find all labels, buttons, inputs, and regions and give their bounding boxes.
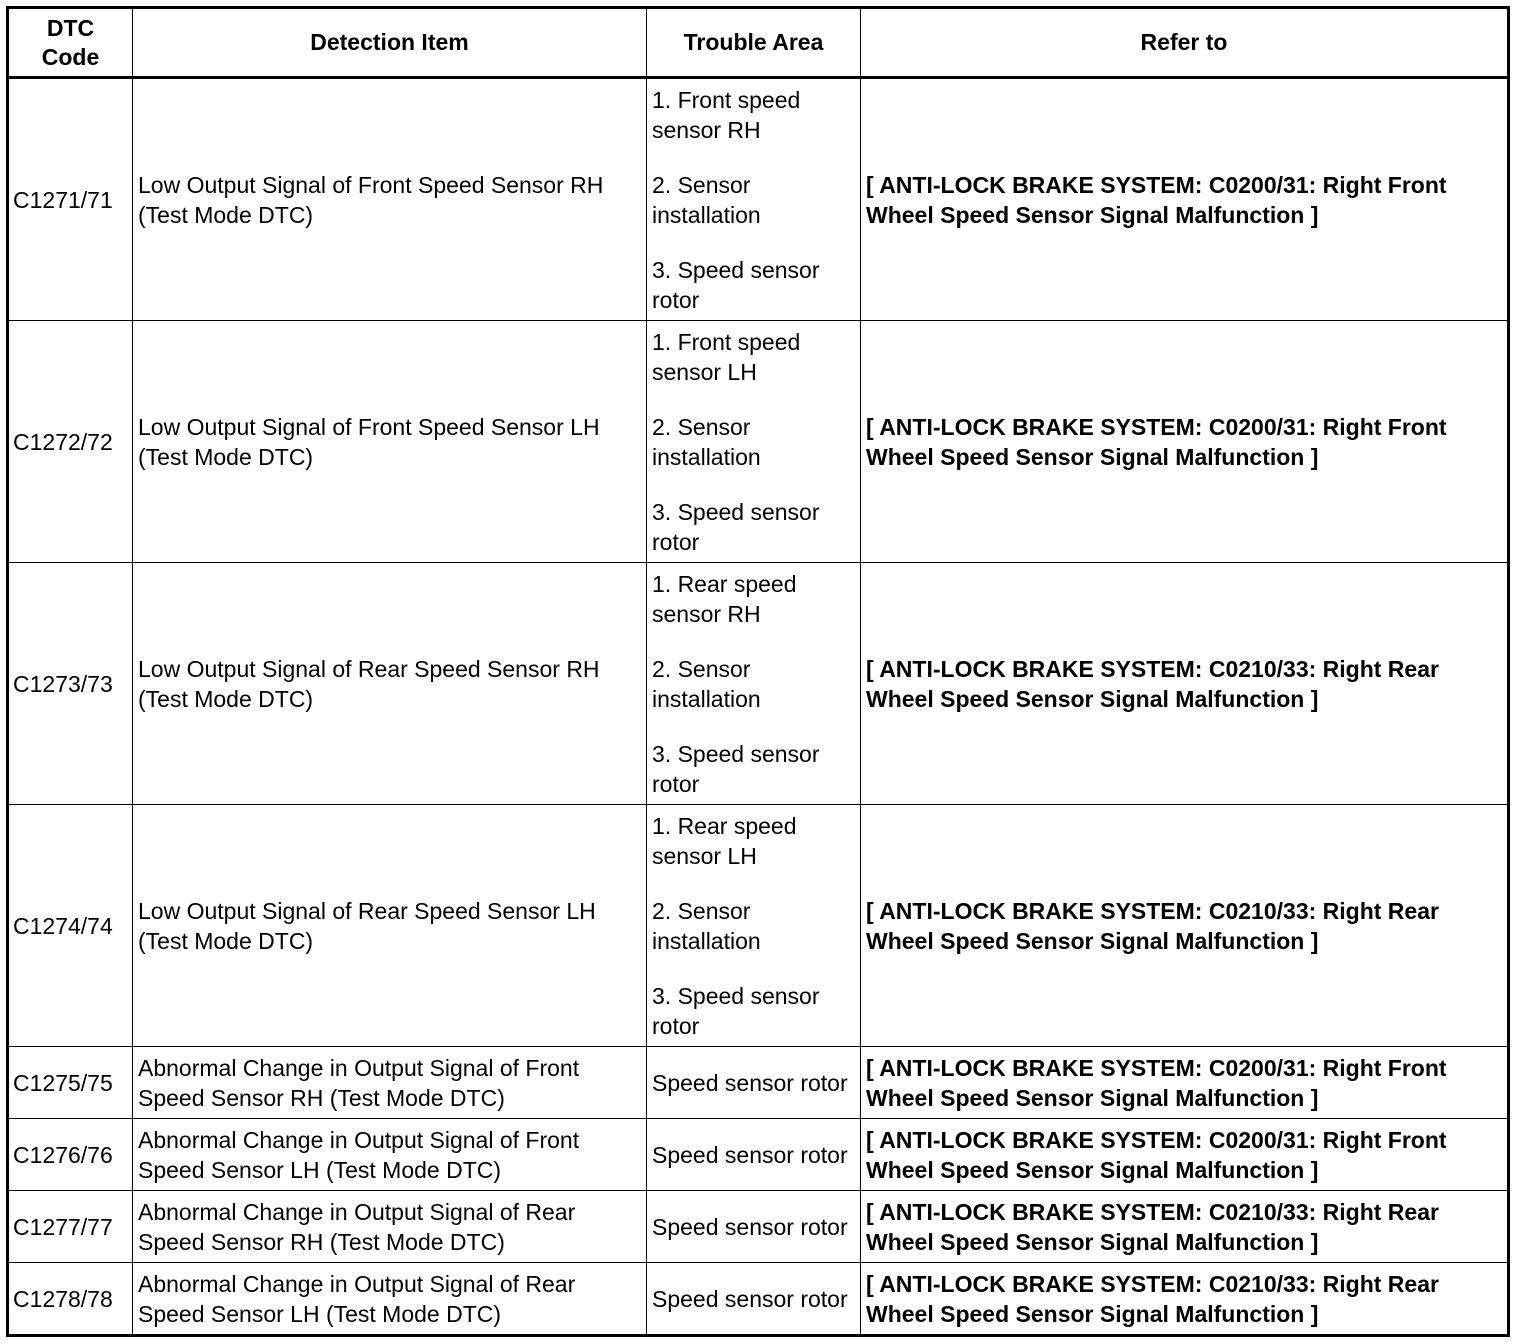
- detection-item-cell: Abnormal Change in Output Signal of Front Speed Sensor RH (Test Mode DTC): [133, 1047, 647, 1119]
- header-detection-item: Detection Item: [133, 8, 647, 78]
- dtc-code-cell: C1275/75: [8, 1047, 133, 1119]
- trouble-area-item: Speed sensor rotor: [652, 1069, 848, 1096]
- trouble-area-item: Speed sensor rotor: [652, 1285, 848, 1312]
- detection-item-cell: Abnormal Change in Output Signal of Front Speed Sensor LH (Test Mode DTC): [133, 1119, 647, 1191]
- detection-item-cell: Low Output Signal of Front Speed Sensor LH (Test Mode DTC): [133, 321, 647, 563]
- trouble-area-cell: [647, 1119, 861, 1191]
- header-refer-to: Refer to: [861, 8, 1509, 78]
- trouble-area-item: Speed sensor rotor: [652, 1141, 848, 1168]
- dtc-code-cell: C1274/74: [8, 805, 133, 1047]
- trouble-area-cell: [647, 1263, 861, 1336]
- table-row: [8, 1263, 1509, 1336]
- detection-item-cell: Abnormal Change in Output Signal of Rear Speed Sensor LH (Test Mode DTC): [133, 1263, 647, 1336]
- trouble-area-gap: [652, 387, 855, 412]
- trouble-area-cell: [647, 1047, 861, 1119]
- trouble-area-item: 3. Speed sensor rotor: [652, 498, 820, 555]
- table-row: [8, 1119, 1509, 1191]
- table-row: [8, 78, 1509, 321]
- trouble-area-item: 1. Rear speed sensor LH: [652, 812, 797, 869]
- header-trouble-area: Trouble Area: [647, 8, 861, 78]
- dtc-code-cell: C1277/77: [8, 1191, 133, 1263]
- trouble-area-cell: [647, 78, 861, 321]
- trouble-area-item: 3. Speed sensor rotor: [652, 256, 820, 313]
- dtc-table: [6, 6, 1510, 1337]
- trouble-area-gap: [652, 472, 855, 497]
- trouble-area-item: 1. Front speed sensor RH: [652, 86, 801, 143]
- trouble-area-cell: [647, 563, 861, 805]
- trouble-area-item: 3. Speed sensor rotor: [652, 740, 820, 797]
- dtc-code-cell: C1272/72: [8, 321, 133, 563]
- refer-to-cell: [ ANTI-LOCK BRAKE SYSTEM: C0210/33: Right Rear Wheel Speed Sensor Signal Malfunction ]: [861, 1191, 1509, 1263]
- table-row: [8, 1047, 1509, 1119]
- trouble-area-item: 2. Sensor installation: [652, 897, 761, 954]
- trouble-area-cell: [647, 321, 861, 563]
- trouble-area-gap: [652, 714, 855, 739]
- refer-to-cell: [ ANTI-LOCK BRAKE SYSTEM: C0200/31: Right Front Wheel Speed Sensor Signal Malfunction ]: [861, 1047, 1509, 1119]
- trouble-area-cell: [647, 805, 861, 1047]
- refer-to-cell: [ ANTI-LOCK BRAKE SYSTEM: C0210/33: Right Rear Wheel Speed Sensor Signal Malfunction ]: [861, 1263, 1509, 1336]
- dtc-code-cell: C1271/71: [8, 78, 133, 321]
- trouble-area-item: 3. Speed sensor rotor: [652, 982, 820, 1039]
- trouble-area-gap: [652, 956, 855, 981]
- refer-to-cell: [ ANTI-LOCK BRAKE SYSTEM: C0210/33: Right Rear Wheel Speed Sensor Signal Malfunction ]: [861, 563, 1509, 805]
- trouble-area-item: 2. Sensor installation: [652, 655, 761, 712]
- trouble-area-gap: [652, 230, 855, 255]
- trouble-area-item: 1. Front speed sensor LH: [652, 328, 801, 385]
- dtc-code-cell: C1278/78: [8, 1263, 133, 1336]
- table-row: [8, 563, 1509, 805]
- refer-to-cell: [ ANTI-LOCK BRAKE SYSTEM: C0200/31: Right Front Wheel Speed Sensor Signal Malfunction ]: [861, 1119, 1509, 1191]
- detection-item-cell: Low Output Signal of Rear Speed Sensor LH (Test Mode DTC): [133, 805, 647, 1047]
- table-row: [8, 1191, 1509, 1263]
- table-row: [8, 805, 1509, 1047]
- refer-to-cell: [ ANTI-LOCK BRAKE SYSTEM: C0200/31: Right Front Wheel Speed Sensor Signal Malfunction ]: [861, 78, 1509, 321]
- header-dtc-code: DTC Code: [8, 8, 133, 78]
- refer-to-cell: [ ANTI-LOCK BRAKE SYSTEM: C0200/31: Right Front Wheel Speed Sensor Signal Malfunction ]: [861, 321, 1509, 563]
- table-row: [8, 321, 1509, 563]
- trouble-area-item: 2. Sensor installation: [652, 413, 761, 470]
- trouble-area-gap: [652, 145, 855, 170]
- detection-item-cell: Abnormal Change in Output Signal of Rear Speed Sensor RH (Test Mode DTC): [133, 1191, 647, 1263]
- trouble-area-cell: [647, 1191, 861, 1263]
- trouble-area-gap: [652, 871, 855, 896]
- refer-to-cell: [ ANTI-LOCK BRAKE SYSTEM: C0210/33: Right Rear Wheel Speed Sensor Signal Malfunction ]: [861, 805, 1509, 1047]
- dtc-code-cell: C1276/76: [8, 1119, 133, 1191]
- detection-item-cell: Low Output Signal of Rear Speed Sensor RH (Test Mode DTC): [133, 563, 647, 805]
- table-body: [8, 78, 1509, 1336]
- table-header-row: [8, 8, 1509, 78]
- trouble-area-item: 2. Sensor installation: [652, 171, 761, 228]
- trouble-area-gap: [652, 629, 855, 654]
- detection-item-cell: Low Output Signal of Front Speed Sensor RH (Test Mode DTC): [133, 78, 647, 321]
- trouble-area-item: Speed sensor rotor: [652, 1213, 848, 1240]
- dtc-code-cell: C1273/73: [8, 563, 133, 805]
- trouble-area-item: 1. Rear speed sensor RH: [652, 570, 797, 627]
